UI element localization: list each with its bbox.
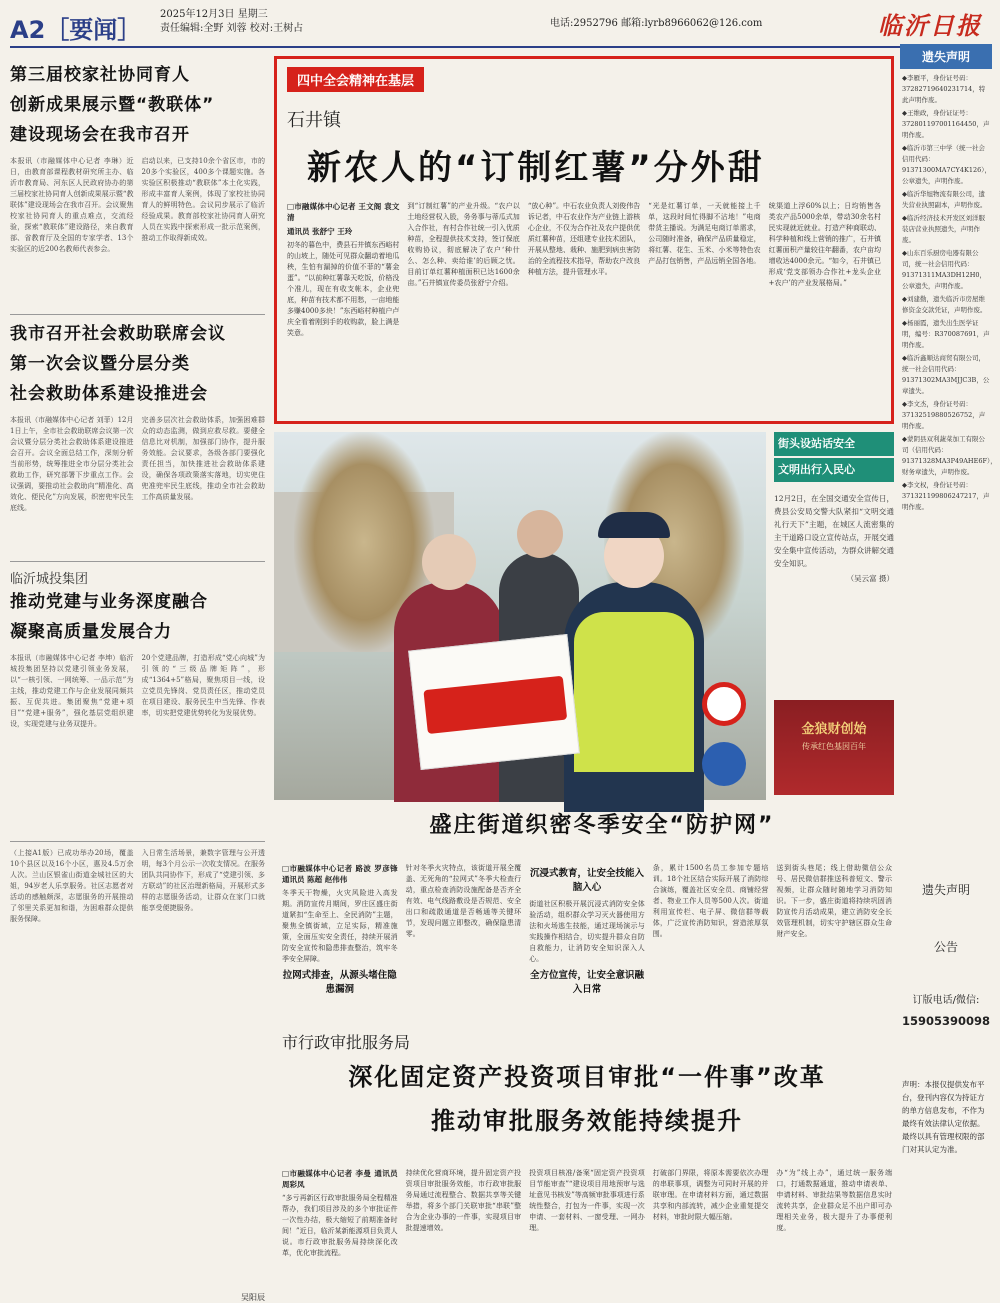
news-photo[interactable]	[274, 432, 766, 800]
article-text: 初冬的暮色中，费县石井镇东西峪村的山坡上，随处可见群众翻动着地瓜秧，生怕有漏掉的价值不菲的“薯金蛋”。“以前种红薯靠天吃饭，价格没个准儿，现在有收支帐本，企业兜底，种苗有技术都不用愁，一亩地能多赚4000多块！”东西峪村种植户卢庆全看着刚到手的收购款，脸上满是笑意。	[287, 241, 400, 337]
article-text: 本报讯（市融媒体中心记者 李琳）近日，由教育部课程教材研究所主办、临沂市教育局、河东区人民政府协办的第三届校家社协同育人创新成果展示暨“教联体”建设现场会在我市召开。会议聚焦校家社协同育人的重点难点，交流经验，探索“教联体”建设路径，来自教育部、省教育厅及全国的专家学者、13个实验区的近200名教师代表参会。	[10, 157, 134, 253]
article-credit: 吴阳辰	[241, 1293, 265, 1302]
article-text: 入日常生活场景，兼数字管理与公开透明，每3个月公示一次收支情况。在服务团队共同协作下，形成了“党建引领、多方联动”的社区治理新格局，开展形式多样的志愿服务活动，让群众在家门口就能享受便捷服务。	[141, 849, 265, 912]
byline: □市融媒体中心记者 路波 罗彦锋 通讯员 陈超 赵伟伟	[282, 864, 398, 884]
divider	[10, 314, 265, 315]
ad-title: 金狼财创始	[801, 722, 867, 737]
story-title-line: 推动审批服务效能持续提升	[431, 1107, 743, 1135]
issue-date: 2025年12月3日 星期三	[160, 9, 268, 20]
article-text: 本报讯（市融媒体中心记者 刘菲）12月1日上午，全市社会救助联席会议第一次会议暨分层分类社会救助体系建设推进会召开。会议全面总结工作，深刻分析当前形势，统筹推进全市分层分类社会救助工作，研究部署下步重点工作。会议强调，要推动社会救助向“精准化、高效化、便民化”方向发展，织密兜牢民生底线。	[10, 416, 134, 512]
notice-item: ◆李文杰，身份证号码：37132519880526752，声明作废。	[902, 400, 986, 430]
byline: □市融媒体中心记者 王文阁 袁文清	[287, 202, 400, 222]
subheading: 沉浸式教育，让安全技能入脑入心	[529, 868, 644, 893]
headline-line: 第三届校家社协同育人	[10, 65, 190, 85]
article-text: 冬季天干物燥，火灾风险进入高发期。消防宣传月期间，罗庄区盛庄街道紧扣“生命至上、全民消防”主题，聚焦全镇街域，立足实际，精准施策，全面压实安全责任，持续开展消防安全宣传和隐患排查整治，筑牢冬季安全屏障。	[282, 889, 398, 963]
article-text: 街道社区积极开展沉浸式消防安全体验活动，组织群众学习灭火器使用方法和火场逃生技能，通过现场演示与实践操作相结合，切实提升群众自防自救能力，让消防安全知识深入人心。	[529, 900, 645, 963]
notice-item: ◆王维政，身份证证号：372801197001164450，声明作废。	[902, 109, 990, 139]
notice-item: ◆临沂市第三中学（统一社会信用代码：91371300MA7CY4K126），公章遗失，声明作废。	[902, 144, 991, 185]
announcement-heading: 公告	[933, 940, 958, 954]
editor-credits: 责任编辑:全野 刘蓉 校对:王树占	[160, 23, 304, 34]
story-kicker: 市行政审批服务局	[282, 1033, 411, 1052]
photo-caption: 12月2日，在全国交通安全宣传日，费县公安局交警大队紧扣“文明交通 礼行天下”主题，在城区人流密集的主干道路口设立宣传站点，开展交通安全集中宣传活动，为群众讲解交通安全知识。	[774, 494, 894, 568]
article-text: 本报讯（市融媒体中心记者 李坤）临沂城投集团坚持以党建引领业务发展，以“一核引领、一网统筹、一品示范”为主线，推动党建工作与企业发展同频共振、互促共进。集团聚焦“党建+项目”“党建+服务”，强化基层党组织建设，实现党建与业务双提升。	[10, 654, 134, 728]
notice-item: ◆蒙阴县双利蔬菜加工有限公司（信用代码：91371328MA3P49AHE6F），财务章遗失，声明作废。	[902, 435, 997, 476]
disclaimer: 声明：本报仅提供发布平台，登刊内容仅为持证方的单方信息发布，不作为最终有效法律认定依据。最终以具有管理权限的部门对其认定为准。	[902, 1080, 985, 1154]
headline-line: 建设现场会在我市召开	[10, 125, 190, 145]
article-text: 条，累计1500名员工参加专题培训。18个社区结合实际开展了消防综合演练，覆盖社区安全员、商铺经营者、物业工作人员等500人次。街道利用宣传栏、电子屏、微信群等载体，广泛宣传消防知识，营造浓厚氛围。	[652, 864, 769, 938]
contact-info: 电话:2952796 邮箱:lyrb8966062@126.com	[550, 18, 763, 29]
byline: □市融媒体中心记者 李曼 通讯员 周彩凤	[282, 1169, 398, 1189]
page-header	[10, 4, 990, 48]
article-text: 完善多层次社会救助体系，加强困难群众的动态监测，做到应救尽救。要健全信息比对机制，加强部门协作，提升服务效能。会议要求，各级各部门要强化责任担当，加快推进社会救助体系建设，确保各项政策落实落地，切实兜住兜准兜牢民生底线，推动全市社会救助工作高质量发展。	[141, 416, 265, 501]
photo-title-line: 街头设站话安全	[774, 432, 894, 456]
photo-caption-block	[774, 432, 894, 584]
notices-column	[900, 44, 997, 1281]
notice-item: ◆刘建勤，遗失临沂市房屋维修资金交款凭证，声明作废。	[902, 295, 987, 314]
story-education-meeting[interactable]	[10, 60, 265, 306]
advertisement[interactable]	[774, 700, 894, 795]
featured-article[interactable]	[274, 56, 894, 424]
article-text: 20个党建品牌，打造形成“党心向城”为引领的“三级品牌矩阵”，形成“1364+5”格局，聚焦项目一线，设立党员先锋岗、党员责任区，推动党员在项目建设、服务民生中当先锋、作表率，切实把党建优势转化为发展优势。	[141, 654, 265, 717]
newspaper-logo: 临沂日报	[878, 11, 982, 40]
story-kicker: 临沂城投集团	[10, 572, 89, 587]
notice-item: ◆山东百乐厨房电器有限公司，统一社会信用代码：91371311MA3DH12H0，公章遗失，声明作废。	[902, 249, 987, 290]
divider	[10, 841, 265, 842]
order-phone-label: 订版电话/微信:	[912, 995, 980, 1006]
notice-list	[900, 69, 997, 869]
feature-title: 新农人的“订制红薯”分外甜	[307, 148, 765, 188]
subheading: 拉网式排查，从源头堵住隐患漏洞	[282, 970, 397, 995]
article-text: 办“为”线上办”，通过统一服务端口，打通数据通道，推动申请表单、申请材料、审批结果等数据信息实时流转共享，企业群众足不出户即可办理相关业务，极大提升了办事便利度。	[776, 1169, 892, 1232]
byline: 通讯员 张舒宁 王玲	[287, 227, 353, 236]
article-text: 到“订制红薯”的产业升级。“农户以土地经营权入股，务务事与蒂瓜式加入合作社，有村合作社统一引入优质种苗，全程提供技术支持，签订保底收购协议，彻底解决了农户‘种什么、怎么种、卖给谁’的后顾之忧。目前订单红薯种植面积已达1600余亩。”石井镇宣传委员张舒宁介绍。	[407, 202, 520, 287]
headline-line: 推动党建与业务深度融合	[10, 592, 208, 612]
headline-line: 我市召开社会救助联席会议	[10, 324, 226, 344]
page-number: A2［要闻］	[10, 16, 142, 44]
article-text: 统渠道上浮60%以上；日均销售各类农产品5000余单，带动30余名村民实现就近就业。打造产种商联动、科学种植和线上营销的推广，石井镇红薯面积产量较往年翻番，农户亩均增收达4000余元。“如今，石井镇已形成‘党支部领办合作社+龙头企业+农户’的产业发展格局。”	[768, 202, 882, 287]
article-text: （上接A1版）已成功举办20场，覆盖10个县区以及16个小区，惠及4.5万余人次。兰山区银雀山街道金城社区的大姐，94岁老人乐享服务。社区志愿者对活动的感触颇深，志愿服务的开展推动了邻里关系更加和谐，为困难群众提供服务保障。	[10, 849, 134, 923]
article-text: 送到街头巷尾；线上借助微信公众号、居民微信群推送科普短文、警示视频，让群众随时随地学习消防知识。下一步，盛庄街道将持续巩固消防宣传月活动成果，建立消防安全长效管理机制，切实守护辖区群众生命财产安全。	[776, 864, 892, 938]
ad-subtitle: 传承红色基因百年	[802, 742, 866, 751]
photo-credit: （吴云富 摄）	[846, 574, 894, 583]
photo-leaflet	[408, 634, 580, 770]
article-text: 持续优化营商环境，提升固定资产投资项目审批服务效能，市行政审批服务局通过流程整合、数据共享等关键举措，将多个部门关联审批“串联”整合为企业办事的一件事，实现项目审批提速增效。	[405, 1169, 522, 1232]
story-title-line: 深化固定资产投资项目审批“一件事”改革	[348, 1063, 826, 1091]
story-approval-reform[interactable]	[282, 1030, 892, 1257]
header-meta	[160, 8, 303, 36]
traffic-sign-icon	[702, 742, 746, 786]
notice-item: ◆临沂经济技术开发区刘洋服装店营业执照遗失，声明作废。	[902, 214, 985, 244]
story-continued[interactable]	[10, 848, 265, 1303]
article-text: 投资项目核准/备案“固定资产投资项目节能审查”“建设项目用地预审与选址意见书核发”等高频审批事项进行系统性整合，打包为一件事，实现一次申请、一套材料、一窗受理、一网办理。	[529, 1169, 645, 1232]
notice-item: ◆临沂华旭物流有限公司，遗失营业执照副本，声明作废。	[902, 190, 987, 209]
article-text: “放心种”。中石农业负责人刘俊伟告诉记者，中石农业作为产业链上游核心企业，不仅为合作社及农户提供优质红薯种苗，还组建专业技术团队，开展从整地、栽种、施肥到病虫害防治的全流程技术指导，帮助农户改良种植方法，提升管理水平。	[527, 202, 641, 276]
article-text: 针对冬季火灾特点，该街道开展全覆盖、无死角的“拉网式”冬季大检查行动，重点检查消防设施配备是否齐全有效、电气线路敷设是否规范、安全出口和疏散通道是否畅通等关键环节，发现问题立即整改，确保隐患清零。	[405, 864, 522, 938]
article-text: “光是红薯订单，一天就能接上千单，这段时间忙得脚不沾地！”电商带货主播说。为满足电商订单需求，公司随时准备，确保产品质量稳定，将红薯、花生、玉米、小米等特色农产品打包销售，产品远销全国各地。	[648, 202, 761, 265]
notice-item: ◆临沂鑫顺达商贸有限公司，统一社会信用代码：91371302MA3MJJC3B，公章遗失。	[902, 354, 990, 395]
feature-kicker: 石井镇	[287, 110, 341, 131]
headline-line: 创新成果展示暨“教联体”	[10, 95, 215, 115]
headline-line: 凝聚高质量发展合力	[10, 622, 172, 642]
section-tag: 四中全会精神在基层	[287, 67, 424, 92]
notice-item: ◆李文权，身份证号码：371321199806247217，声明作废。	[902, 481, 990, 511]
subheading: 全方位宣传，让安全意识融入日常	[529, 970, 644, 995]
notice-item: ◆杨丽霞，遗失出生医学证明，编号：R370087691，声明作废。	[902, 319, 990, 349]
traffic-sign-icon	[702, 682, 746, 726]
headline-line: 第一次会议暨分层分类	[10, 354, 190, 374]
notices-header: 遗失声明	[900, 44, 992, 69]
photo-title-line: 文明出行入民心	[774, 458, 894, 482]
notice-item: ◆李雁平，身份证号码：37282719640231714，特此声明作废。	[902, 74, 986, 104]
article-text: 打破部门界限，将原本需要依次办理的串联事项，调整为可同时开展的并联审理。在申请材料方面，通过数据共享和内部流转，减少企业重复提交材料，审批时限大幅压缩。	[652, 1169, 769, 1221]
headline-line: 社会救助体系建设推进会	[10, 384, 208, 404]
story-title: 盛庄街道织密冬季安全“防护网”	[429, 813, 775, 838]
article-text: 启动以来，已支持10余个省区市，市的20多个实验区，400多个课题实施。各实验区积极推动“教联体”本土化实践，形成丰富育人案例，体现了家校社协同育人的鲜明特色。会议同步展示了临沂经验成果。教育部校家社协同育人研究人员在实践中探索形成一批示范案例，推动工作取得新成效。	[141, 157, 265, 242]
lost-notice-heading: 遗失声明	[921, 883, 970, 897]
divider	[10, 561, 265, 562]
story-winter-safety[interactable]	[282, 808, 892, 995]
story-city-investment[interactable]	[10, 568, 265, 833]
order-phone-number[interactable]: 15905390098	[901, 1014, 991, 1028]
article-text: “多亏再新区行政审批服务局全程精准帮办，我们项目涉及的多个审批证件一次性办结，极大缩短了前期准备时间！”近日，临沂某新能源项目负责人说。市行政审批服务局持续深化改革，优化审批流程。	[282, 1194, 398, 1257]
photo-traffic-officer	[564, 582, 704, 812]
story-social-assistance[interactable]	[10, 319, 265, 553]
left-column	[10, 60, 265, 1303]
